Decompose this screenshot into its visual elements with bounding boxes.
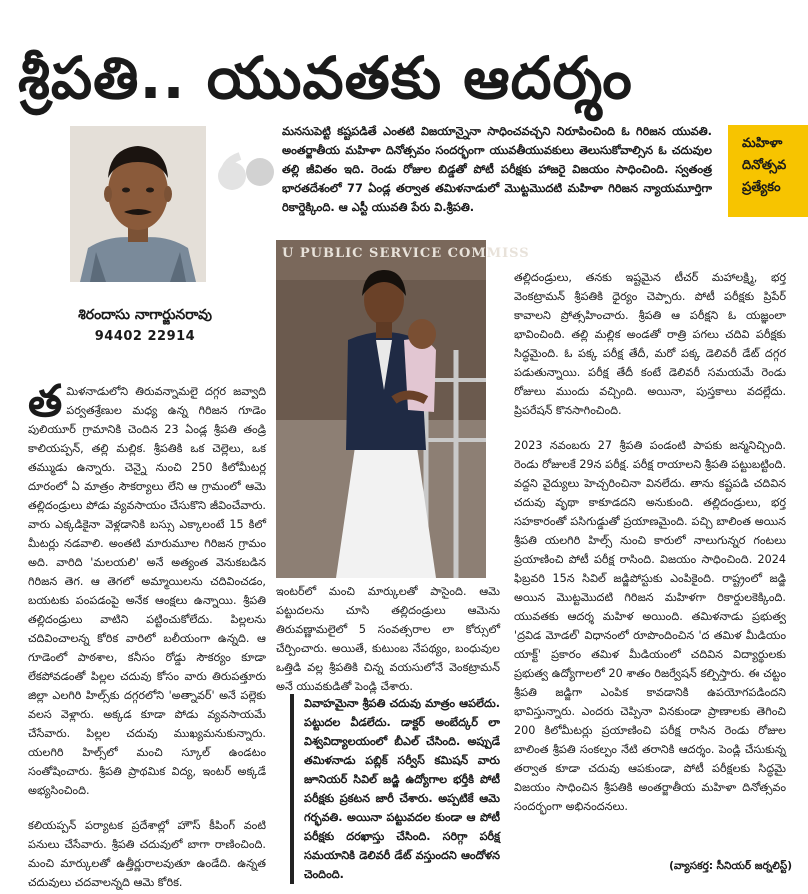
column-1 <box>28 376 266 889</box>
intro-paragraph: మనసుపెట్టి కష్టపడితే ఎంతటి విజయాన్నైనా సాధించవచ్చని నిరూపించింది ఓ గిరిజన యువతి. అంతర్జాతీయ మహిళా దినోత్సవం సందర్భంగా యువతీయువకులు తెలుసుకోవాల్సిన ఓ చదువుల తల్లి జీవితం ఇది. రెండు రోజుల బిడ్డతో పోటీ పరీక్షకు హాజరై విజయం సాధించింది. స్వతంత్ర భారతదేశంలో 77 ఏండ్ల తర్వాత తమిళనాడులో మొట్టమొదటి మహిళా గిరిజన న్యాయమూర్తిగా రికార్డెక్కింది. ఆ ఎస్టీ యువతి పేరు వి.శ్రీపతి. <box>282 124 712 214</box>
col1-paragraph-2: కలియప్పన్ పర్యాటక ప్రదేశాల్లో హౌస్ కీపింగ్ వంటి పనులు చేసేవారు. శ్రీపతి చదువులో బాగా రాణించింది. మంచి మార్కులతో ఉత్తీర్ణురాలవుతూ ఉండేది. ఉన్నత చదువులు చదవాలన్నది ఆమె కోరిక. <box>28 819 266 889</box>
badge-line-2: దినోత్సవ <box>742 158 787 173</box>
badge-line-1: మహిళా <box>742 136 783 151</box>
quote-icon <box>214 150 278 196</box>
col2-paragraph-1: ఇంటర్‌లో మంచి మార్కులతో పాసైంది. ఆమె పట్టుదలను చూసి తల్లిదండ్రులు ఆమెను తిరువణ్ణామలైలో 5 సంవత్సరాల లా కోర్సులో చేర్పించారు. అయితే, కుటుంబ నేపథ్యం, బంధువుల ఒత్తిడి వల్ల శ్రీపతికి చిన్న వయసులోనే వెంకట్రామన్ అనే యువకుడితో పెండ్లి చేశారు. <box>276 585 500 693</box>
col1-paragraph-1: మిళనాడులోని తిరువన్నామలై దగ్గర జవ్వాది పర్వతశ్రేణుల మధ్య ఉన్న గిరిజన గూడెం పులియూర్ గ్రామానికి చెందిన 23 ఏండ్ల శ్రీపతి తండ్రి కాలియప్పన్, తల్లి మల్లిక. శ్రీపతికి ఒక చెల్లెలు, ఒక తమ్ముడు ఉన్నారు. చెన్నై నుంచి 250 కిలోమీటర్ల దూరంలో ఏ మాత్రం సౌకర్యాలు లేని ఆ గ్రామంలో ఆమె తల్లిదండ్రులు పోడు వ్యవసాయం చేసుకొని జీవించేవారు. వారు ఎక్కడికైనా వెళ్లడానికి బస్సు ఎక్కాలంటే 15 కిలో మీటర్లు నడవాలి. అంతటి మారుమూల గిరిజన గ్రామం అది. వారిది 'మలయలి' అనే అత్యంత వెనుకబడిన గిరిజన తెగ. ఆ తెగలో అమ్మాయిలను చదివించడం, బయటకు పంపడంపై అనేక ఆంక్షలు ఉన్నాయి. శ్రీపతి తల్లిదండ్రులు వాటిని పట్టించుకోలేదు. పిల్లలను చదివించాలన్న కోరిక వారిలో బలీయంగా ఉన్నది. ఆ గూడెంలో పాఠశాల, కనీసం రోడ్డు సౌకర్యం కూడా లేకపోవడంతో పిల్లల చదువు కోసం వారు తిరుపత్తూరు జిల్లా ఎలగిరి హిల్స్‌కు దగ్గరలోని 'అత్నావర్' అనే పల్లెకు వలస వెళ్లారు. అక్కడ కూడా పోడు వ్యవసాయమే చేసేవారు. పిల్లల చదువు ముఖ్యమనుకున్నారు. యలగిరి హిల్స్‌లో మంచి స్కూల్ ఉండటం సంతోషించారు. శ్రీపతి ప్రాథమిక విద్య, ఇంటర్ అక్కడే అభ్యసించింది. <box>28 385 266 797</box>
author-photo <box>70 126 206 282</box>
col3-paragraph-1: తల్లిదండ్రులు, తనకు ఇష్టమైన టీచర్ మహాలక్ష్మి, భర్త వెంకట్రామన్ శ్రీపతికి ధైర్యం చెప్పారు. పోటీ పరీక్షకు ప్రిపేర్ కావాలని ప్రోత్సహించారు. శ్రీపతి ఆ పరీక్షని ఓ యజ్ఞంలా భావించింది. తల్లి మల్లిక అండతో రాత్రి పగలు చదివి పరీక్షకు సిద్ధమైంది. ఓ పక్క పరీక్ష తేదీ, మరో పక్క డెలివరీ డేట్ దగ్గర పడుతున్నాయి. పరీక్ష తేదీ కంటే డెలివరీ సమయమే రెండు రోజులు ముందు వచ్చింది. అయినా, పుస్తకాలు వదల్లేదు. ప్రిపరేషన్ కొనసాగించింది. <box>514 271 786 417</box>
col2-boxed-paragraph: వివాహమైనా శ్రీపతి చదువు మాత్రం ఆపలేదు. పట్టుదల వీడలేదు. డాక్టర్ అంబేద్కర్ లా విశ్వవిద్యాలయంలో బీఎల్ చేసింది. అప్పుడే తమిళనాడు పబ్లిక్ సర్వీస్ కమిషన్ వారు జూనియర్ సివిల్ జడ్జి ఉద్యోగాల భర్తీకి పోటీ పరీక్షకు ప్రకటన జారీ చేశారు. అప్పటికే ఆమె గర్భవతి. అయినా పట్టువదల కుండా ఆ పోటీ పరీక్షకు దరఖాస్తు చేసింది. సరిగ్గా పరీక్ష సమయానికి డెలివరీ డేట్ వస్తుందని ఆందోళన చెందింది. <box>290 694 500 884</box>
headline: శ్రీపతి.. యువతకు ఆదర్శం <box>18 44 633 112</box>
author-name: శిరందాసు నాగార్జునరావు <box>78 307 212 323</box>
writer-credit: (వ్యాసకర్త: సీనియర్ జర్నలిస్ట్) <box>669 860 792 872</box>
sripathi-photo <box>276 240 530 578</box>
dropcap: త <box>28 376 63 427</box>
author-phone: 94402 22914 <box>94 329 196 344</box>
col3-paragraph-2: 2023 నవంబరు 27 శ్రీపతి పండంటి పాపకు జన్మనిచ్చింది. రెండు రోజులకే 29న పరీక్ష. పరీక్ష రాయాలని శ్రీపతి పట్టుబట్టింది. వద్దని వైద్యులు హెచ్చరించినా వినలేదు. తాను కష్టపడి చదివిన చదువు వృథా కాకూడదని అనుకుంది. తల్లిదండ్రులు, భర్త సహకారంతో పసిగుడ్డుతో ప్రయాణమైంది. పచ్చి బాలింత అయిన శ్రీపతి యలగిరి హిల్స్ నుంచి కారులో నాలుగున్నర గంటలు ప్రయాణించి పోటీ పరీక్ష రాసింది. విజయం సాధించింది. 2024 ఫిబ్రవరి 15న సివిల్ జడ్జిపోస్టుకు ఎంపికైంది. రాష్ట్రంలో జడ్జి అయిన మొట్టమొదటి గిరిజన మహిళగా రికార్డులకెక్కింది. యువతకు ఆదర్శ మహిళ అయింది. తమిళనాడు ప్రభుత్వ 'ద్రవిడ మోడల్' విధానంలో రూపొందించిన 'ద తమిళ మీడియం యాక్ట్' ప్రకారం తమిళ మీడియంలో చదివిన విద్యార్థులకు ప్రభుత్వ ఉద్యోగాలలో 20 శాతం రిజర్వేషన్ కల్పిస్తారు. ఈ చట్టం శ్రీపతి జడ్జిగా ఎంపిక కావడానికి ఉపయోగపడిందని భావిస్తున్నారు. ఎందరు చెప్పినా వినకుండా ప్రాణాలకు తెగించి 200 కిలోమీటర్లు ప్రయాణించి పరీక్ష రాసిన రెండు రోజుల బాలింత శ్రీపతి సంకల్పం నేటి తరానికి ఆదర్శం. పెండ్లి చేసుకున్న తర్వాత కూడా చదువు ఆపకుండా, పోటీ పరీక్షలకు సిద్ధమై విజయం సాధించిన శ్రీపతికి అంతర్జాతీయ మహిళా దినోత్సవం సందర్భంగా అభినందనలు. <box>514 439 786 813</box>
commission-sign: U PUBLIC SERVICE COMMISS <box>282 246 530 261</box>
womens-day-badge <box>728 125 808 217</box>
badge-line-3: ప్రత్యేకం <box>742 180 781 195</box>
column-3 <box>514 268 786 858</box>
